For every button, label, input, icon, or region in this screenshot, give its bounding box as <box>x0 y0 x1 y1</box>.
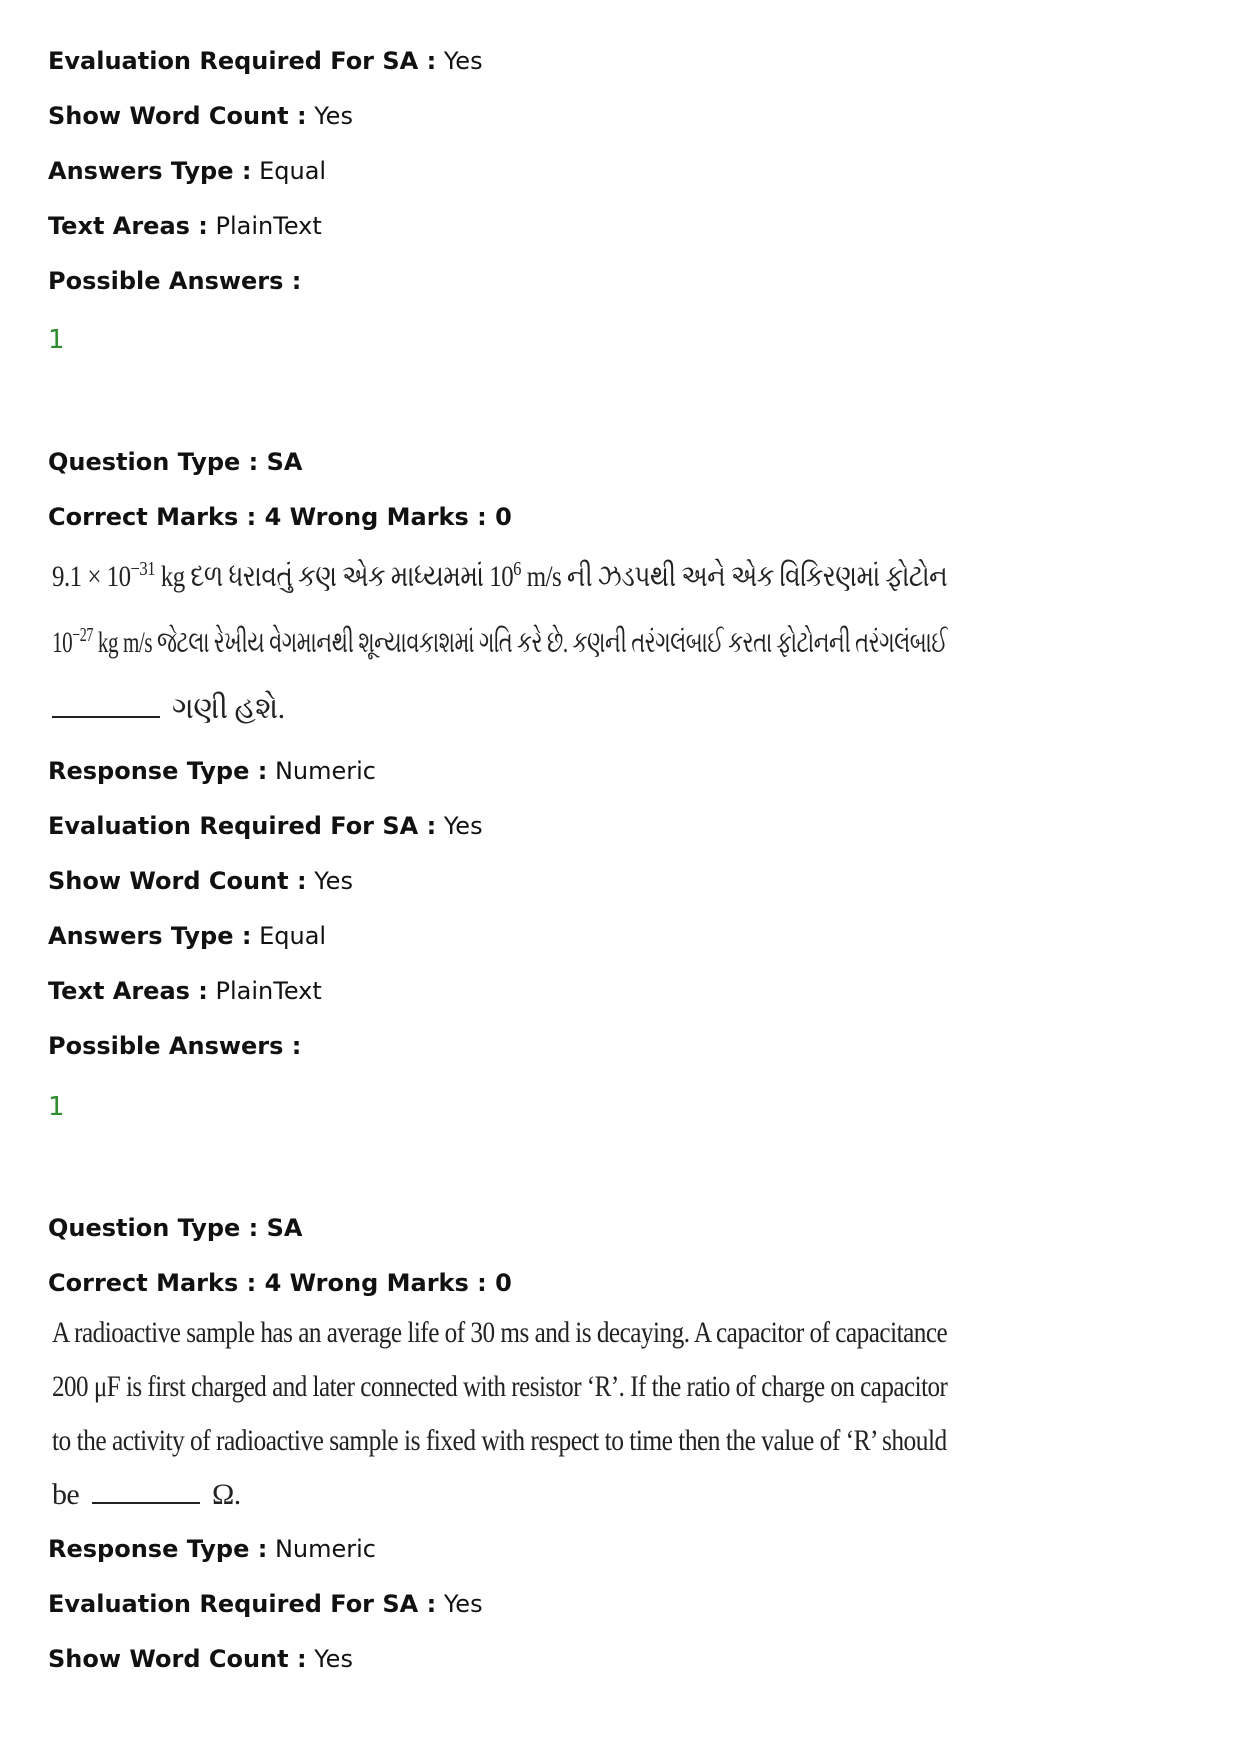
q1-line2-part-a: 10 <box>52 626 73 659</box>
q1-line1-part-b: kg દળ ધરાવતું કણ એક માધ્યમમાં 10 <box>155 560 514 593</box>
answers-type-value: Equal <box>259 922 327 950</box>
response-type-label: Response Type : <box>48 757 268 785</box>
eval-required-value: Yes <box>443 1590 483 1618</box>
question-text-line-3: to the activity of radioactive sample is fixed with respect to time then the value of ‘R’ should <box>52 1424 947 1457</box>
eval-required-label: Evaluation Required For SA : <box>48 47 437 75</box>
show-word-count-label: Show Word Count : <box>48 1645 307 1673</box>
answers-type-row <box>48 921 326 951</box>
show-word-count-row <box>48 1644 353 1674</box>
correct-wrong-marks: Correct Marks : 4 Wrong Marks : 0 <box>48 1269 512 1297</box>
question-text-line-4 <box>52 1478 241 1512</box>
show-word-count-value: Yes <box>314 102 353 130</box>
text-areas-row <box>48 976 322 1006</box>
answers-type-value: Equal <box>259 157 327 185</box>
possible-answers-label: Possible Answers : <box>48 1032 302 1060</box>
possible-answer-value: 1 <box>48 1092 65 1122</box>
response-type-row <box>48 756 376 786</box>
question-type: Question Type : SA <box>48 448 303 476</box>
answer-blank <box>92 1478 200 1504</box>
answers-type-label: Answers Type : <box>48 157 252 185</box>
possible-answers-row <box>48 1031 301 1061</box>
possible-answers-row <box>48 266 301 296</box>
text-areas-row <box>48 211 322 241</box>
q1-line1-part-c: m/s ની ઝડપથી અને એક વિકિરણમાં ફોટોન <box>520 560 948 593</box>
q1-line2-exponent: −27 <box>72 624 93 646</box>
show-word-count-value: Yes <box>314 867 353 895</box>
eval-required-value: Yes <box>443 47 483 75</box>
answers-type-row <box>48 156 326 186</box>
response-type-value: Numeric <box>274 757 376 785</box>
eval-required-label: Evaluation Required For SA : <box>48 1590 437 1618</box>
text-areas-label: Text Areas : <box>48 212 208 240</box>
correct-wrong-marks: Correct Marks : 4 Wrong Marks : 0 <box>48 503 512 531</box>
question-text-line-1: A radioactive sample has an average life of 30 ms and is decaying. A capacitor of capacitance <box>52 1316 948 1349</box>
show-word-count-label: Show Word Count : <box>48 102 307 130</box>
question-text-line-2: 200 μF is first charged and later connected with resistor ‘R’. If the ratio of charge on capacitor <box>52 1370 948 1403</box>
answers-type-label: Answers Type : <box>48 922 252 950</box>
show-word-count-label: Show Word Count : <box>48 867 307 895</box>
q2-line4-part-b: Ω. <box>212 1478 241 1511</box>
question-text-line-1 <box>52 560 947 594</box>
possible-answer-value: 1 <box>48 325 65 355</box>
q1-line1-exponent-2: 6 <box>513 558 521 580</box>
q1-line1-part-a: 9.1 × 10 <box>52 560 131 593</box>
eval-required-row <box>48 46 483 76</box>
eval-required-value: Yes <box>443 812 483 840</box>
answer-blank <box>52 692 160 718</box>
possible-answers-label: Possible Answers : <box>48 267 302 295</box>
show-word-count-row <box>48 101 353 131</box>
question-type: Question Type : SA <box>48 1214 303 1242</box>
question-text-line-3 <box>52 692 285 726</box>
eval-required-label: Evaluation Required For SA : <box>48 812 437 840</box>
response-type-value: Numeric <box>274 1535 376 1563</box>
q1-line2-part-b: kg m/s જેટલા રેખીય વેગમાનથી શૂન્યાવકાશમાં ગતિ કરે છે. કણની તરંગલંબાઈ કરતા ફોટોનની તરંગલંબાઈ <box>92 626 948 659</box>
response-type-label: Response Type : <box>48 1535 268 1563</box>
show-word-count-row <box>48 866 353 896</box>
eval-required-row <box>48 1589 483 1619</box>
text-areas-value: PlainText <box>215 977 322 1005</box>
eval-required-row <box>48 811 483 841</box>
question-text-line-2 <box>52 626 947 660</box>
q2-line4-part-a: be <box>52 1478 80 1511</box>
show-word-count-value: Yes <box>314 1645 353 1673</box>
text-areas-label: Text Areas : <box>48 977 208 1005</box>
q1-line1-exponent: −31 <box>130 558 156 580</box>
response-type-row <box>48 1534 376 1564</box>
text-areas-value: PlainText <box>215 212 322 240</box>
q1-line3-text: ગણી હશે. <box>172 692 285 725</box>
